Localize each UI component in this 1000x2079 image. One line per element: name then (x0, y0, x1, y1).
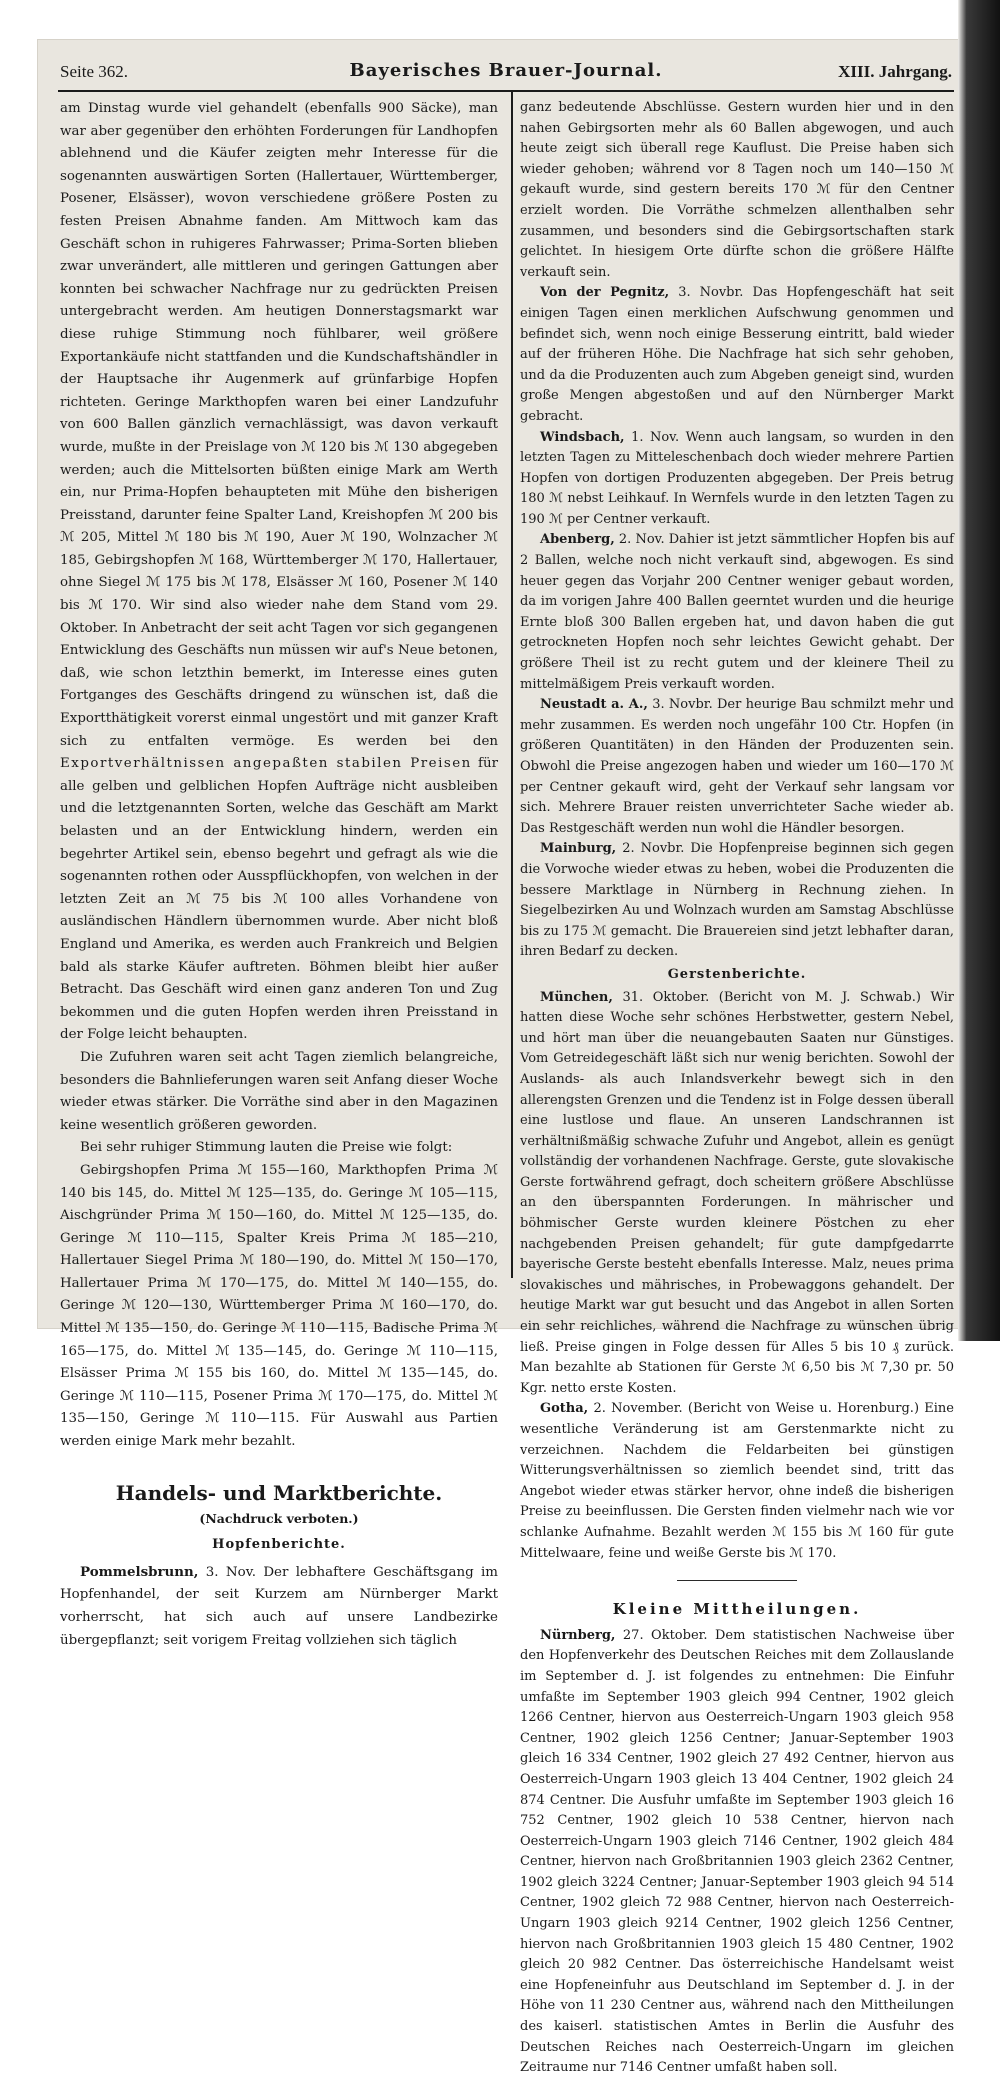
section-title: Handels- und Marktberichte. (115, 1480, 443, 1505)
report-paragraph (520, 530, 954, 695)
dateline-place: Neustadt a. A., (540, 697, 648, 713)
paragraph-text: für alle gelben und gelblichen Hopfen Aufträge nicht ausbleiben und die letztgenannten Sorten, welche das Geschäft am Markt belasten und an der Entwicklung hindern, werden ein begehrter Artikel sein, ebenso begehrt und gefragt als wie die sogenannten rothen oder Ausspflückhopfen, von welchen in der letzten Zeit an ℳ 75 bis ℳ 100 alles Vorhandene von ausländischen Händlern übernommen wurde. Aber nicht bloß England und Amerika, es werden auch Frankreich und Belgien bald als starke Käufer auftreten. Böhmen bleibt hier außer Betracht. Das Geschäft wird einen ganz anderen Ton und Zug bekommen und die guten Hopfen werden ihren Preisstand in der Folge leicht behaupten. (60, 756, 498, 1043)
report-paragraph (520, 1399, 954, 1564)
volume-label: XIII. Jahrgang. (838, 62, 952, 81)
column-divider (511, 92, 513, 1278)
paragraph-text: am Dinstag wurde viel gehandelt (ebenfalls 900 Säcke), man war aber gegenüber den erhöhten Forderungen für Landhopfen ablehnend und die Käufer zeigten mehr Interesse für die sogenannten auswärtigen Sorten (Hallertauer, Württemberger, Posener, Elsässer), wovon verschiedene größere Posten zu festen Preisen Abnahme fanden. Am Mittwoch kam das Geschäft schon in ruhigeres Fahrwasser; Prima-Sorten blieben zwar unverändert, alle mittleren und geringen Gattungen aber konnten bei schwacher Nachfrage nur zu gedrückten Preisen untergebracht werden. Am heutigen Donnerstagsmarkt war diese ruhige Stimmung noch fühlbarer, weil größere Exportankäufe nicht stattfanden und die Kundschaftshändler in der Hauptsache ihr Augenmerk auf grünfarbige Hopfen richteten. Geringe Markthopfen waren bei einer Landzufuhr von 600 Ballen gänzlich vernachlässigt, was davon verkauft wurde, mußte in der Preislage von ℳ 120 bis ℳ 130 abgegeben werden; auch die Mittelsorten büßten einige Mark am Werth ein, nur Prima-Hopfen behaupteten mit Mühe den bisherigen Preisstand, darunter feine Spalter Land, Kreishopfen ℳ 200 bis ℳ 205, Mittel ℳ 180 bis ℳ 190, Auer ℳ 190, Wolnzacher ℳ 185, Gebirgshopfen ℳ 168, Württemberger ℳ 170, Hallertauer, ohne Siegel ℳ 175 bis ℳ 178, Elsässer ℳ 160, Posener ℳ 140 bis ℳ 170. Wir sind also wieder nahe dem Stand vom 29. Oktober. In Anbetracht der seit acht Tagen vor sich gegangenen Entwicklung des Geschäfts nun müssen wir auf's Neue betonen, daß, wie schon letzthin bemerkt, im Interesse eines guten Fortganges des Geschäfts dringend zu wünschen ist, daß die Exportthätigkeit vorerst einmal ungestört und mit ganzer Kraft sich zu entfalten vermöge. Es werden bei den (60, 101, 498, 749)
report-paragraph (520, 839, 954, 963)
subsection-title: Hopfenberichte. (212, 1537, 346, 1553)
paragraph-text: 1. Nov. Wenn auch langsam, so wurden in den letzten Tagen zu Mitteleschenbach doch wieder mehrere Partien Hopfen von dortigen Produzenten abgegeben. Der Preis betrug 180 ℳ nebst Leihkauf. In Wernfels wurde in den letzten Tagen zu 190 ℳ per Centner verkauft. (520, 429, 954, 527)
dateline-place: Gotha, (540, 1401, 589, 1417)
report-paragraph (60, 1561, 498, 1652)
left-column (60, 98, 498, 1652)
right-column (520, 98, 954, 2079)
report-paragraph (520, 988, 954, 1400)
paragraph-text: 27. Oktober. Dem statistischen Nachweise über den Hopfenverkehr des Deutschen Reiches mit dem Zollauslande im September d. J. ist folgendes zu entnehmen: Die Einfuhr umfaßte im September 1903 gleich 994 Centner, 1902 gleich 1266 Centner, hiervon aus Oesterreich-Ungarn 1903 gleich 958 Centner, 1902 gleich 1256 Centner; Januar-September 1903 gleich 16 334 Centner, 1902 gleich 27 492 Centner, hiervon aus Oesterreich-Ungarn 1903 gleich 13 404 Centner, 1902 gleich 24 874 Centner. Die Ausfuhr umfaßte im September 1903 gleich 16 752 Centner, 1902 gleich 10 538 Centner, hiervon nach Oesterreich-Ungarn 1903 gleich 7146 Centner, 1902 gleich 484 Centner, hiervon nach Großbritannien 1903 gleich 2362 Centner, 1902 gleich 3224 Centner; Januar-September 1903 gleich 94 514 Centner, 1902 gleich 72 988 Centner, hiervon nach Oesterreich-Ungarn 1903 gleich 9214 Centner, 1902 gleich 1256 Centner, hiervon nach Großbritannien 1903 gleich 15 480 Centner, 1902 gleich 20 982 Centner. Das österreichische Handelsamt weist eine Hopfeneinfuhr aus Deutschland im September d. J. in der Höhe von 11 230 Centner aus, während nach den Mittheilungen des kaiserl. statistischen Amtes in Berlin die Ausfuhr des Deutschen Reiches nach Oesterreich-Ungarn im gleichen Zeitraume nur 7146 Centner umfaßt haben soll. (520, 1627, 954, 2076)
report-paragraph (520, 1626, 954, 2079)
report-paragraph (520, 695, 954, 839)
report-paragraph (520, 428, 954, 531)
page-number: Seite 362. (60, 62, 128, 81)
paragraph-text: 3. Novbr. Der heurige Bau schmilzt mehr und mehr zusammen. Es werden noch ungefähr 100 Ctr. Hopfen (in größeren Quantitäten) in den Händen der Produzenten sein. Obwohl die Preise angezogen haben und wieder um 160—170 ℳ per Centner gekauft wird, geht der Verkauf sehr langsam vor sich. Mehrere Brauer reisten unverrichteter Sache wieder ab. Das Restgeschäft werden nun wohl die Händler besorgen. (520, 697, 955, 836)
page-header (60, 58, 952, 92)
paragraph: Die Zufuhren waren seit acht Tagen ziemlich belangreiche, besonders die Bahnlieferungen waren seit Anfang dieser Woche wieder etwas stärker. Die Vorräthe sind aber in den Magazinen keine wesentlich größeren geworden. (60, 1049, 498, 1133)
paragraph-text: 2. Nov. Dahier ist jetzt sämmtlicher Hopfen bis auf 2 Ballen, welche noch nicht verkauft sind, abgewogen. Es sind heuer gegen das Vorjahr 200 Centner weniger gebaut worden, da im vorigen Jahre 400 Ballen geerntet wurden und die heurige Ernte bloß 300 Ballen ergeben hat, und davon haben die gut getrockneten Hopfen noch sehr leichtes Gewicht gehabt. Der größere Theil ist zu recht gutem und der kleinere Theil zu mittelmäßigem Preis verkauft worden. (520, 532, 954, 692)
spaced-emphasis: Exportverhältnissen angepaßten stabilen Preisen (60, 756, 472, 772)
header-rule (58, 90, 954, 92)
dateline-place: Windsbach, (540, 429, 625, 445)
section-title: Kleine Mittheilungen. (612, 1600, 862, 1619)
dateline-place: Nürnberg, (540, 1627, 616, 1643)
report-paragraph (520, 283, 954, 427)
dateline-place: München, (540, 989, 613, 1005)
paragraph-text: 3. Nov. Der lebhaftere Geschäftsgang im Hopfenhandel, der seit Kurzem am Nürnberger Markt vorherrscht, hat sich auch auf unsere Landbezirke übergepflanzt; seit vorigem Freitag vollziehen sich täglich (60, 1564, 498, 1648)
section-rule (677, 1580, 797, 1581)
journal-title: Bayerisches Brauer-Journal. (349, 60, 663, 81)
paragraph: Bei sehr ruhiger Stimmung lauten die Preise wie folgt: (80, 1140, 453, 1156)
paragraph-text: 31. Oktober. (Bericht von M. J. Schwab.) Wir hatten diese Woche sehr schönes Herbstwetter, gestern Nebel, und hört man über die neuangebauten Saaten nur Günstiges. Vom Getreidegeschäft läßt sich nur wenig berichten. Sowohl der Auslands- als auch Inlandsverkehr bewegt sich in den allerengsten Grenzen und die Tendenz ist in Folge dessen überall eine lustlose und flaue. An unseren Landschrannen ist verhältnißmäßig schwache Zufuhr und Angebot, allein es genügt vollständig der vorhandenen Nachfrage. Gerste, gute slovakische Gerste fortwährend gefragt, doch scheitern größere Abschlüsse an den überspannten Forderungen. In mährischer und böhmischer Gerste wurden kleinere Pöstchen zu eher nachgebenden Preisen gehandelt; für gute dampfgedarrte bayerische Gerste besteht ebenfalls Interesse. Malz, neues prima slovakisches und mährisches, in Probewaggons gehandelt. Der heutige Markt war gut besucht und das Angebot in allen Sorten ein sehr reichliches, während die Nachfrage zu wünschen übrig ließ. Preise gingen in Folge dessen für Alles 5 bis 10 ₰ zurück. Man bezahlte ab Stationen für Gerste ℳ 6,50 bis ℳ 7,30 pr. 50 Kgr. netto erste Kosten. (520, 989, 954, 1396)
section-note: (Nachdruck verboten.) (199, 1510, 359, 1526)
dateline-place: Mainburg, (540, 841, 617, 857)
dateline-place: Abenberg, (540, 532, 615, 548)
paragraph-text: 3. Novbr. Das Hopfengeschäft hat seit einigen Tagen einen merklichen Aufschwung genommen und befindet sich, wenn noch einige Besserung eintritt, bald wieder auf der früheren Höhe. Die Nachfrage hat sich sehr gehoben, und da die Produzenten auch zum Abgeben geneigt sind, wurden große Mengen abgestoßen und auf den Nürnberger Markt gebracht. (520, 285, 954, 424)
dateline-place: Pommelsbrunn, (80, 1563, 199, 1580)
dateline-place: Von der Pegnitz, (540, 285, 670, 301)
paragraph-text: 2. November. (Bericht von Weise u. Horenburg.) Eine wesentliche Veränderung ist am Gerstenmarkte nicht zu verzeichnen. Nachdem die Feldarbeiten bei günstigen Witterungsverhältnissen so ziemlich beendet sind, tritt das Angebot wieder etwas stärker hervor, ohne indeß die bisherigen Preise zu beeinflussen. Die Gersten finden vielmehr nach wie vor schlanke Aufnahme. Bezahlt werden ℳ 155 bis ℳ 160 für gute Mittelwaare, feine und weiße Gerste bis ℳ 170. (520, 1401, 954, 1561)
price-list: Gebirgshopfen Prima ℳ 155—160, Markthopfen Prima ℳ 140 bis 145, do. Mittel ℳ 125—135, do. Geringe ℳ 105—115, Aischgründer Prima ℳ 150—160, do. Mittel ℳ 125—135, do. Geringe ℳ 110—115, Spalter Kreis Prima ℳ 185—210, Hallertauer Siegel Prima ℳ 180—190, do. Mittel ℳ 150—170, Hallertauer Prima ℳ 170—175, do. Mittel ℳ 140—155, do. Geringe ℳ 120—130, Württemberger Prima ℳ 160—170, do. Mittel ℳ 135—150, do. Geringe ℳ 110—115, Badische Prima ℳ 165—175, do. Mittel ℳ 135—145, do. Geringe ℳ 110—115, Elsässer Prima ℳ 155 bis 160, do. Mittel ℳ 135—145, do. Geringe ℳ 110—115, Posener Prima ℳ 170—175, do. Mittel ℳ 135—150, Geringe ℳ 110—115. Für Auswahl aus Partien werden einige Mark mehr bezahlt. (60, 1162, 498, 1450)
paragraph-text: 2. Novbr. Die Hopfenpreise beginnen sich gegen die Vorwoche wieder etwas zu heben, wobei die Produzenten die bessere Marktlage in Nürnberg in Rechnung ziehen. In Siegelbezirken Au und Wolnzach wurden am Samstag Abschlüsse bis zu 175 ℳ gemacht. Die Brauereien sind jetzt lebhafter daran, ihren Bedarf zu decken. (520, 841, 954, 960)
subsection-title: Gerstenberichte. (667, 966, 807, 982)
paragraph: ganz bedeutende Abschlüsse. Gestern wurden hier und in den nahen Gebirgsorten mehr als 60 Ballen abgewogen, und auch heute zeigt sich überall rege Kauflust. Die Preise haben sich wieder gehoben; während vor 8 Tagen noch um 140—150 ℳ gekauft wurde, sind gestern bereits 170 ℳ für den Centner erzielt worden. Die Vorräthe schmelzen allenthalben sehr zusammen, und besonders sind die Gebirgsortschaften stark gelichtet. In hiesigem Orte dürfte schon die größere Hälfte verkauft sein. (520, 100, 954, 280)
paragraph (60, 98, 498, 1047)
scan-edge (958, 0, 1000, 1341)
